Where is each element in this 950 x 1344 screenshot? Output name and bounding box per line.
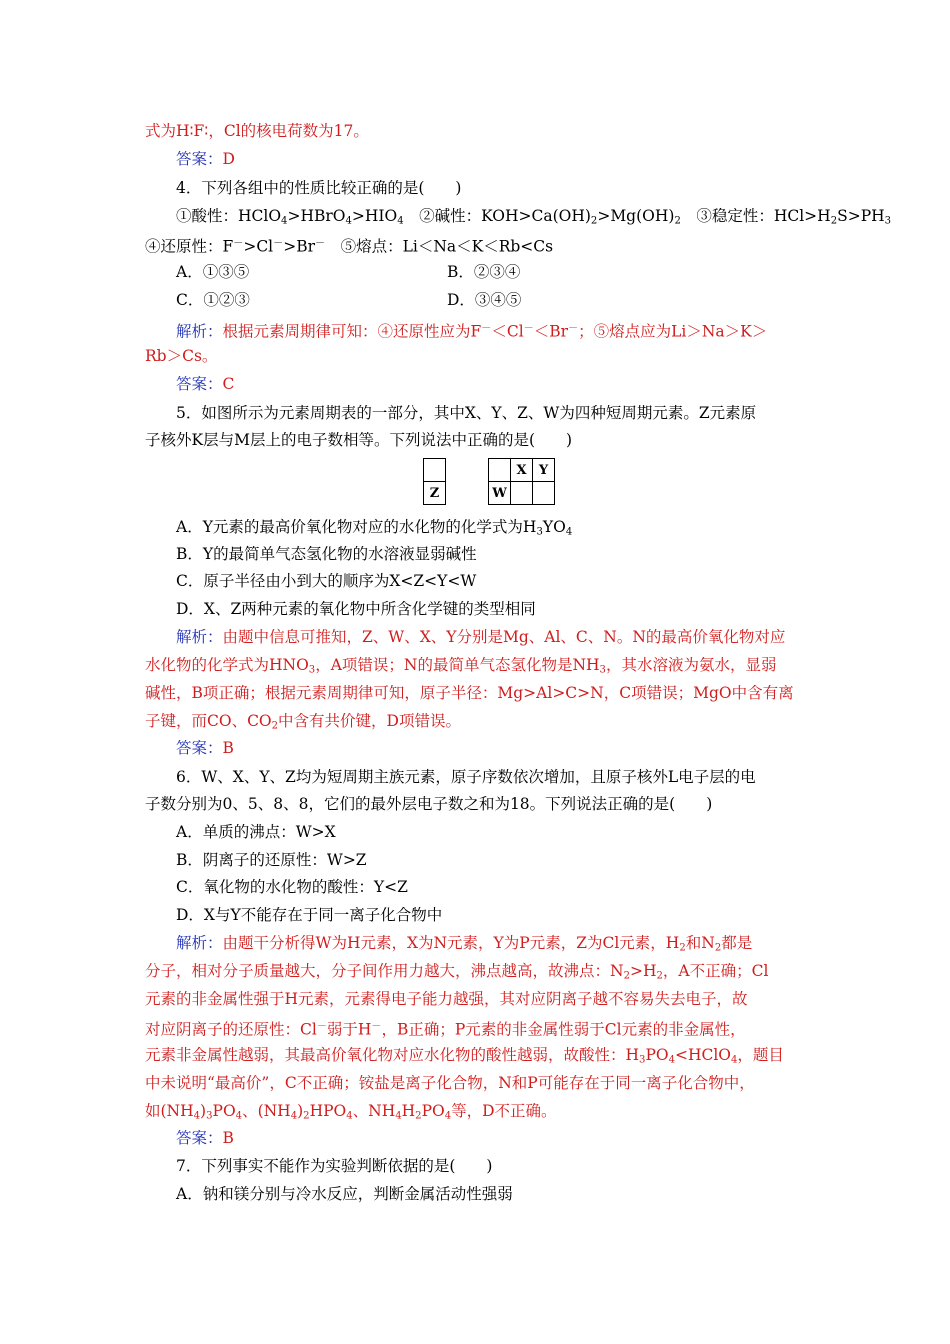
answer-value: C [222,375,235,393]
question-5-option-d: D．X、Z两种元素的氧化物中所含化学键的类型相同 [176,600,536,618]
text: 子键，而CO、CO [145,712,272,730]
option-c: C．①②③ [176,291,250,309]
subscript: 2 [714,942,722,954]
text: ；⑤熔点应为Li＞Na＞K＞ [578,322,768,341]
subscript: 4 [193,1110,201,1122]
text: 分子，相对分子质量越大，分子间作用力越大，沸点越高，故沸点：N [145,962,624,980]
answer-label: 答案： [176,375,223,393]
answer-label: 答案： [176,150,223,168]
subscript: 3 [639,1054,646,1066]
answer-value: B [222,739,234,757]
answer-4 [176,373,846,395]
question-4-stem: 4．下列各组中的性质比较正确的是( ) [176,179,462,197]
explanation-6-line-6: 中未说明“最高价”，C不正确；铵盐是离子化合物，N和P可能存在于同一离子化合物中， [145,1074,755,1092]
text: 由题干分析得W为H元素，X为N元素，Y为P元素，Z为Cl元素，H [222,934,680,952]
explanation-6-line-1 [176,932,846,960]
question-5-stem-1: 5．如图所示为元素周期表的一部分，其中X、Y、Z、W为四种短周期元素。Z元素原 [176,404,757,422]
answer-3 [176,148,846,170]
table-cell [424,459,446,482]
subscript: 4 [731,1054,738,1066]
subscript: 4 [397,215,404,227]
text: >Cl [243,237,274,256]
text: HPO [309,1102,347,1120]
question-5-option-c: C．原子半径由小到大的顺序为X<Z<Y<W [176,572,477,590]
table-cell-w: W [489,482,511,505]
text: 弱于H [326,1020,372,1039]
periodic-table-fragment [423,458,555,505]
subscript: 4 [565,526,573,538]
option-a: A．①③⑤ [176,263,250,281]
superscript: － [233,238,244,249]
answer-value: B [222,1129,234,1147]
superscript: － [273,238,284,249]
subscript: 2 [623,970,630,982]
text: >HBrO [287,207,346,225]
text: ，题目 [737,1046,784,1064]
text: <HClO [674,1046,732,1064]
subscript: 2 [590,215,598,227]
subscript: 4 [668,1054,675,1066]
superscript: － [568,323,579,334]
text: ) [200,1102,207,1120]
table-cell-z: Z [424,482,446,505]
text: ，其水溶液为氨水，显弱 [605,656,777,674]
explanation-6-line-4 [145,1016,815,1041]
question-6-option-c: C．氧化物的水化物的酸性：Y<Z [176,878,408,896]
text: 根据元素周期律可知：④还原性应为F [222,322,482,341]
text: A．Y元素的最高价氧化物对应的水化物的化学式为H [176,518,537,536]
explanation-6-line-5 [145,1044,815,1072]
explanation-5-line-2 [145,654,815,682]
text: 元素非金属性越弱，其最高价氧化物对应水化物的酸性越弱，故酸性：H [145,1046,640,1064]
text: 中含有共价键，D项错误。 [278,712,461,730]
explanation-6-line-3: 元素的非金属性强于H元素，元素得电子能力越强，其对应阴离子越不容易失去电子，故 [145,990,748,1008]
text: 等，D不正确。 [451,1102,557,1120]
superscript: － [315,238,326,249]
text: 、(NH [242,1102,291,1120]
subscript: 4 [345,215,352,227]
text: ) [297,1102,304,1120]
text: 式为H∶F∶，Cl的核电荷数为17。 [145,122,369,140]
explanation-label: 解析： [176,322,223,341]
text: >H [629,962,657,980]
prev-explanation-tail [145,120,815,142]
text: PO [212,1102,236,1120]
text: 都是 [721,934,753,952]
table-cell [446,459,468,482]
answer-6 [176,1127,846,1149]
question-6-option-b: B．阴离子的还原性：W>Z [176,851,367,869]
subscript: 2 [830,215,838,227]
text: 如(NH [145,1102,194,1120]
subscript: 2 [415,1110,422,1122]
subscript: 3 [884,215,892,227]
text: ＜Cl [491,322,524,341]
subscript: 4 [444,1110,452,1122]
question-6-stem-1: 6．W、X、Y、Z均为短周期主族元素，原子序数依次增加，且原子核外L电子层的电 [176,768,756,786]
text: PO [645,1046,669,1064]
question-6-option-a: A．单质的沸点：W>X [176,823,336,841]
explanation-4-line-2: Rb＞Cs。 [145,347,218,365]
question-4-statements-2 [145,233,815,258]
question-7-option-a: A．钠和镁分别与冷水反应，判断金属活动性强弱 [176,1185,513,1203]
text: ，A不正确；Cl [662,962,769,980]
text: ④还原性：F [145,237,234,256]
text: ＜Br [533,322,569,341]
text: ，B正确；P元素的非金属性弱于Cl元素的非金属性， [381,1020,746,1039]
explanation-5-line-1 [176,626,846,648]
text: ①酸性：HClO [176,207,282,225]
answer-5 [176,737,846,759]
table-cell [467,459,489,482]
table-cell [533,482,555,505]
subscript: 3 [308,664,316,676]
table-cell [446,482,468,505]
answer-label: 答案： [176,739,223,757]
subscript: 4 [395,1110,402,1122]
text: H [401,1102,416,1120]
explanation-6-line-7 [145,1100,815,1128]
superscript: － [523,323,534,334]
question-4-statements-1 [176,205,892,233]
table-cell [467,482,489,505]
subscript: 4 [235,1110,243,1122]
table-cell [511,482,533,505]
subscript: 3 [206,1110,213,1122]
explanation-label: 解析： [176,628,223,646]
explanation-5-line-3: 碱性，B项正确；根据元素周期律可知，原子半径：Mg>Al>C>N，C项错误；MgO中含有离 [145,684,794,702]
superscript: － [371,1021,382,1032]
text: 、NH [352,1102,396,1120]
subscript: 2 [303,1110,310,1122]
subscript: 2 [679,942,686,954]
text: 和N [685,934,715,952]
question-7-stem: 7．下列事实不能作为实验判断依据的是( ) [176,1157,493,1175]
subscript: 4 [346,1110,353,1122]
text: ⑤熔点：Li＜Na＜K＜Rb<Cs [325,237,554,256]
explanation-6-line-2 [145,960,815,988]
question-5-option-a [176,516,846,544]
question-4-options-cd [176,289,846,311]
text: S>PH [837,207,885,225]
text: ，A项错误；N的最简单气态氢化物是NH [315,656,600,674]
question-4-options-ab [176,261,846,283]
option-d: D．③④⑤ [447,291,522,309]
text: ②碱性：KOH>Ca(OH) [403,207,591,225]
question-5-option-b: B．Y的最简单气态氢化物的水溶液显弱碱性 [176,545,477,563]
text: 对应阴离子的还原性：Cl [145,1020,317,1039]
table-cell-x: X [511,459,533,482]
superscript: － [316,1021,327,1032]
text: >Mg(OH) [597,207,675,225]
explanation-label: 解析： [176,934,223,952]
subscript: 2 [656,970,663,982]
question-6-option-d: D．X与Y不能存在于同一离子化合物中 [176,906,443,924]
text: YO [542,518,566,536]
subscript: 2 [674,215,681,227]
table-cell-y: Y [533,459,555,482]
subscript: 4 [281,215,288,227]
question-6-stem-2: 子数分别为0、5、8、8，它们的最外层电子数之和为18。下列说法正确的是( ) [145,795,713,813]
subscript: 2 [271,720,279,732]
subscript: 4 [290,1110,298,1122]
text: PO [421,1102,445,1120]
answer-label: 答案： [176,1129,223,1147]
table-cell [489,459,511,482]
text: 水化物的化学式为HNO [145,656,309,674]
superscript: － [481,323,492,334]
answer-value: D [222,150,235,168]
subscript: 3 [599,664,606,676]
text: >Br [283,237,315,256]
explanation-4-line-1 [176,318,846,343]
text: >HIO [351,207,398,225]
text: ③稳定性：HCl>H [680,207,831,225]
text: 由题中信息可推知，Z、W、X、Y分别是Mg、Al、C、N。N的最高价氧化物对应 [222,628,786,646]
subscript: 3 [536,526,543,538]
question-5-stem-2: 子核外K层与M层上的电子数相等。下列说法中正确的是( ) [145,431,573,449]
option-b: B．②③④ [447,263,521,281]
explanation-5-line-4 [145,710,815,738]
